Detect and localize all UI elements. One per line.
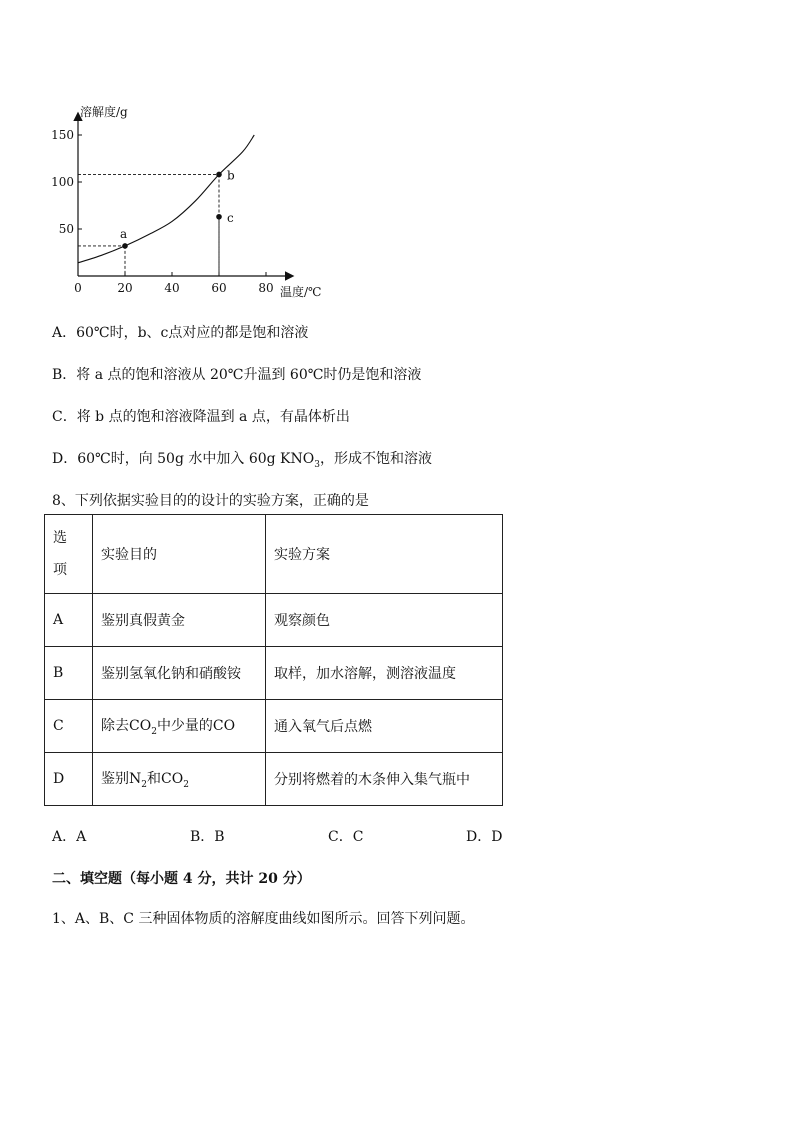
y-axis-label: 溶解度/g — [80, 105, 128, 119]
solubility-curve — [78, 135, 254, 263]
y-tick-label: 50 — [58, 222, 74, 236]
x-tick-label: 80 — [258, 281, 274, 295]
fill-question-1: 1、A、B、C 三种固体物质的溶解度曲线如图所示。回答下列问题。 — [52, 911, 475, 927]
q8-answer-a: A．A — [52, 829, 87, 845]
solubility-chart — [40, 96, 370, 306]
q8-answer-d: D．D — [466, 829, 503, 845]
q8-table — [44, 514, 503, 806]
point-b — [216, 172, 222, 178]
x-tick-label: 40 — [164, 281, 180, 295]
x-axis-label: 温度/℃ — [280, 285, 322, 299]
table-header-row: 选 项 实验目的 实验方案 — [45, 515, 503, 594]
section-title: 二、填空题（每小题 4 分，共计 20 分） — [52, 871, 311, 887]
point-label-a: a — [120, 226, 128, 241]
header-purpose: 实验目的 — [93, 515, 266, 594]
q7-option-c: C．将 b 点的饱和溶液降温到 a 点，有晶体析出 — [52, 409, 350, 425]
point-label-c: c — [227, 210, 234, 225]
q7-option-b: B．将 a 点的饱和溶液从 20℃升温到 60℃时仍是饱和溶液 — [52, 367, 422, 383]
table-row: C 除去$CO_2$中少量的CO 通入氧气后点燃 — [45, 700, 503, 753]
y-tick-label: 100 — [51, 175, 74, 189]
q8-answer-b: B．B — [190, 829, 225, 845]
q7-option-a: A．60℃时，b、c点对应的都是饱和溶液 — [52, 325, 309, 341]
header-plan: 实验方案 — [266, 515, 503, 594]
q8-answer-c: C．C — [328, 829, 364, 845]
x-tick-label: 20 — [117, 281, 133, 295]
point-label-b: b — [227, 168, 235, 183]
q8-stem: 8、下列依据实验目的的设计的实验方案，正确的是 — [52, 493, 369, 509]
point-a — [122, 243, 128, 249]
y-tick-label: 150 — [51, 128, 74, 142]
table-row: B 鉴别氢氧化钠和硝酸铵 取样，加水溶解，测溶液温度 — [45, 647, 503, 700]
x-tick-label: 60 — [211, 281, 227, 295]
point-c — [216, 214, 222, 220]
header-option: 选 — [53, 530, 67, 546]
q7-option-d: D．60℃时，向 50g 水中加入 60g $KNO_3$，形成不饱和溶液 — [52, 451, 432, 470]
x-tick-label: 0 — [74, 281, 82, 295]
table-row: D 鉴别$N_2$和$CO_2$ 分别将燃着的木条伸入集气瓶中 — [45, 753, 503, 806]
table-row: A 鉴别真假黄金 观察颜色 — [45, 594, 503, 647]
